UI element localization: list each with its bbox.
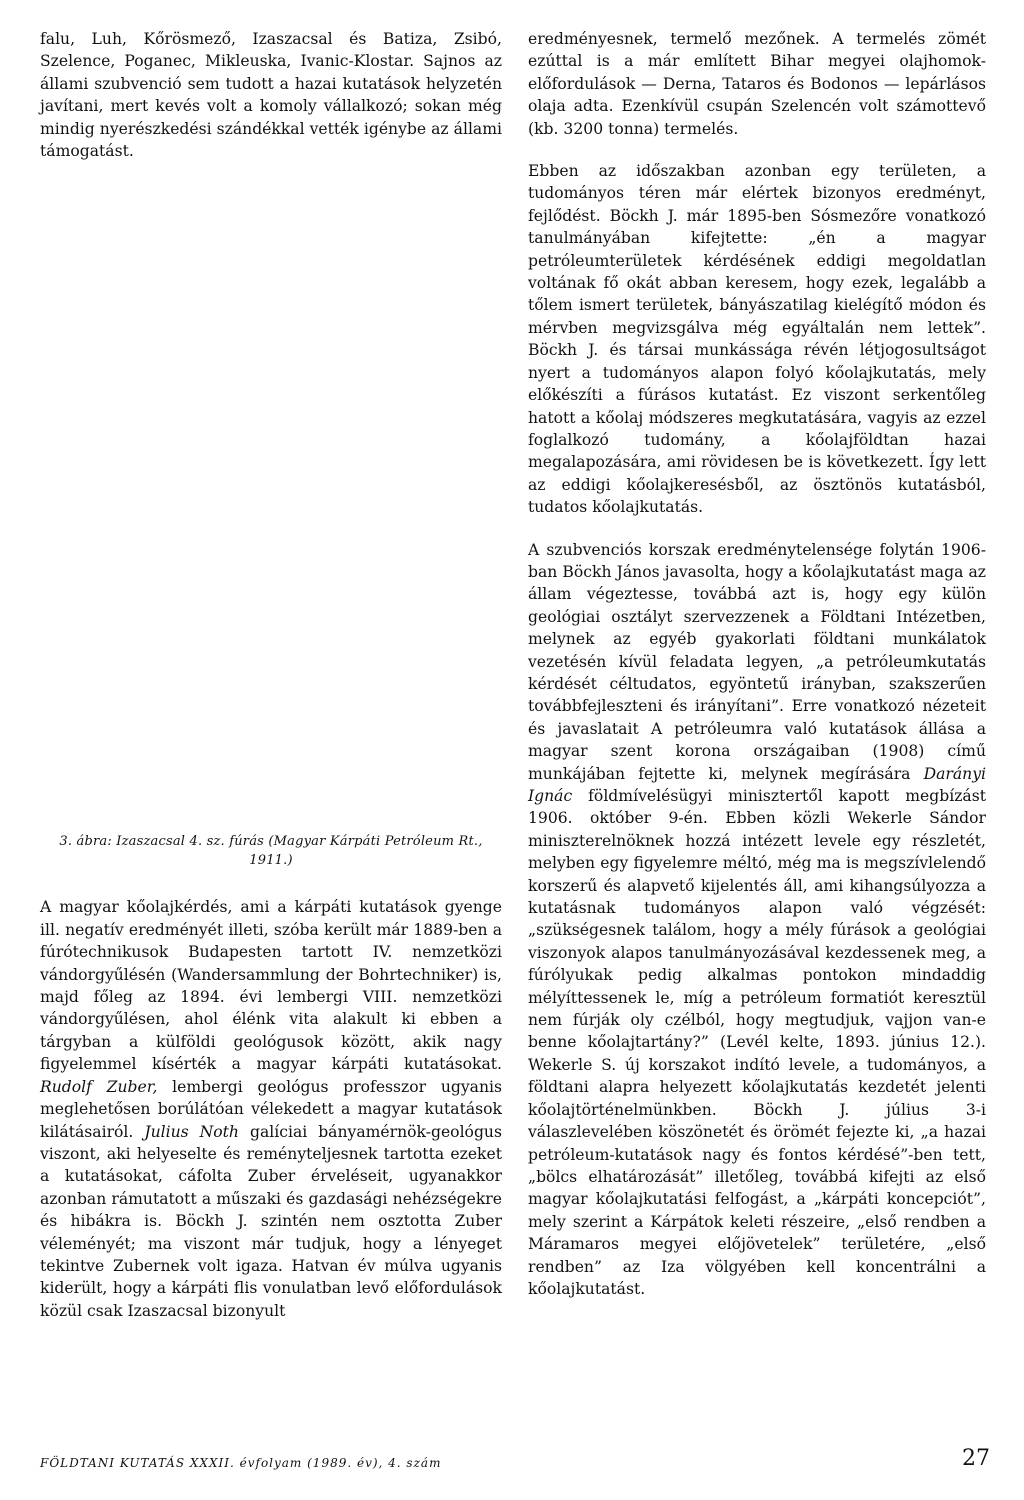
figure-caption: 3. ábra: Izaszacsal 4. sz. fúrás (Magyar Kárpáti Petróleum Rt., 1911.) <box>59 834 483 869</box>
person-name: Julius Noth <box>144 1122 239 1141</box>
page-number: 27 <box>962 1446 990 1471</box>
person-name: Rudolf Zuber, <box>40 1077 158 1096</box>
paragraph <box>528 539 986 1301</box>
journal-reference: FÖLDTANI KUTATÁS XXXII. évfolyam (1989. év), 4. szám <box>40 1456 442 1470</box>
text-run: galíciai bányamérnök-geológus viszont, aki helyeselte és reményteljesnek tartotta ezeket a kutatásokat, cáfolta Zuber érveléseit, ugyanakkor azonban rámutatott a műszaki és gazdasági nehézségekre és hibákra is. Böckh J. szintén nem osztotta Zuber véleményét; ma viszont már tudjuk, hogy a lényeget tekintve Zubernek volt igaza. Hatvan év múlva ugyanis kiderült, hogy a kárpáti flis vonulatban levő előfordulások közül csak Izaszacsal bizonyult <box>40 1122 502 1320</box>
right-column <box>528 28 986 1300</box>
paragraph: falu, Luh, Kőrösmező, Izaszacsal és Batiza, Zsibó, Szelence, Poganec, Mikleuska, Ivanic-Klostar. Sajnos az állami szubvenció sem tudott a hazai kutatások helyzetén javítani, mert kevés volt a komoly vállalkozó; sokan még mindig nyerészkedési szándékkal vették igénybe az állami támogatást. <box>40 30 502 161</box>
person-name: Darányi Ignác <box>528 764 986 805</box>
left-column <box>40 28 502 1322</box>
page-footer <box>40 1446 990 1476</box>
text-run: lembergi geológus professzor ugyanis meglehetősen borúlátóan vélekedett a magyar kutatások kilátásairól. <box>40 1077 502 1141</box>
figure-placeholder <box>40 162 502 832</box>
text-run: A szubvenciós korszak eredménytelensége folytán 1906-ban Böckh János javasolta, hogy a kőolajkutatást maga az állam végeztesse, továbbá azt is, hogy egy külön geológiai osztályt szervezzenek a Földtani Intézetben, melynek az egyéb gyakorlati földtani munkálatok vezetésén kívül feladata legyen, „a petróleumkutatás kérdését céltudatos, egyöntetű irányban, szakszerűen továbbfejleszteni és irányítani”. Erre vonatkozó nézeteit és javaslatait A petróleumra való kutatások állása a magyar szent korona országaiban (1908) című munkájában fejtette ki, melynek megírására <box>528 540 986 783</box>
paragraph: Ebben az időszakban azonban egy területen, a tudományos téren már elértek bizonyos eredményt, fejlődést. Böckh J. már 1895-ben Sósmezőre vonatkozó tanulmányában kifejtette: „én a magyar petróleumterületek kérdésének eddigi megoldatlan voltának fő okát abban keresem, hogy ezek, legalább a tőlem ismert területek, bányászatilag kielégítő módon és mérvben megvizsgálva még egyáltalán nem lettek”. Böckh J. és társai munkássága révén létjogosultságot nyert a tudományos alapon folyó kőolajkutatás, mely előkészíti a fúrásos kutatást. Ez viszont serkentőleg hatott a kőolaj módszeres megkutatására, vagyis az ezzel foglalkozó tudomány, a kőolajföldtan hazai megalapozására, ami rövidesen be is következett. Így lett az eddigi kőolajkeresésből, az ösztönös kutatásból, tudatos kőolajkutatás. <box>528 162 986 517</box>
text-run: A magyar kőolajkérdés, ami a kárpáti kutatások gyenge ill. negatív eredményét illeti, szóba került már 1889-ben a fúrótechnikusok Budapesten tartott IV. nemzetközi vándorgyűlésén (Wandersammlung der Bohrtechniker) is, majd főleg az 1894. évi lembergi VIII. nemzetközi vándorgyűlésen, ahol élénk vita alakult ki ebben a tárgyban a külföldi geológusok között, akik nagy figyelemmel kísérték a magyar kárpáti kutatásokat. <box>40 898 502 1074</box>
text-run: földmívelésügyi minisztertől kapott megbízást 1906. október 9-én. Ebben közli Wekerle Sándor miniszterelnöknek hozzá intézett levele egy részletét, melyben egy figyelemre méltó, még ma is megszívlelendő korszerű és alapvető kijelentés áll, ami kihangsúlyozza a kutatásnak tudományos alapon való végzését: „szükségesnek találom, hogy a mély fúrások a geológiai viszonyok alapos tanulmányozásával kezdessenek meg, a fúrólyukak pedig alkalmas pontokon mindaddig mélyíttessenek le, míg a petróleum formatiót keresztül nem fúrják oly czélból, hogy megtudjuk, vajjon van-e benne kőolajtartány?” (Levél kelte, 1893. június 12.). Wekerle S. új korszakot indító levele, a tudományos, a földtani alapra helyezett kőolajkutatás kezdetét jelenti kőolajtörténelmünkben. Böckh J. július 3-i válaszlevelében köszönetét és örömét fejezte ki, „a hazai petróleum-kutatások nagy és fontos kérdésé”-ben tett, „bölcs elhatározását” illetőleg, továbbá kifejti az első magyar kőolajkutatási felfogást, a „kárpáti koncepciót”, mely szerint a Kárpátok keleti részeire, „első rendben a Máramaros megyei előjövetelek” területére, „első rendben” az Iza völgyében kell koncentrálni a kőolajkutatást. <box>528 787 986 1298</box>
paragraph: eredményesnek, termelő mezőnek. A termelés zömét ezúttal is a már említett Bihar megyei olajhomok-előfordulások — Derna, Tataros és Bodonos — lepárlásos olaja adta. Ezenkívül csupán Szelencén volt számottevő (kb. 3200 tonna) termelés. <box>528 30 986 138</box>
paragraph <box>40 896 502 1322</box>
